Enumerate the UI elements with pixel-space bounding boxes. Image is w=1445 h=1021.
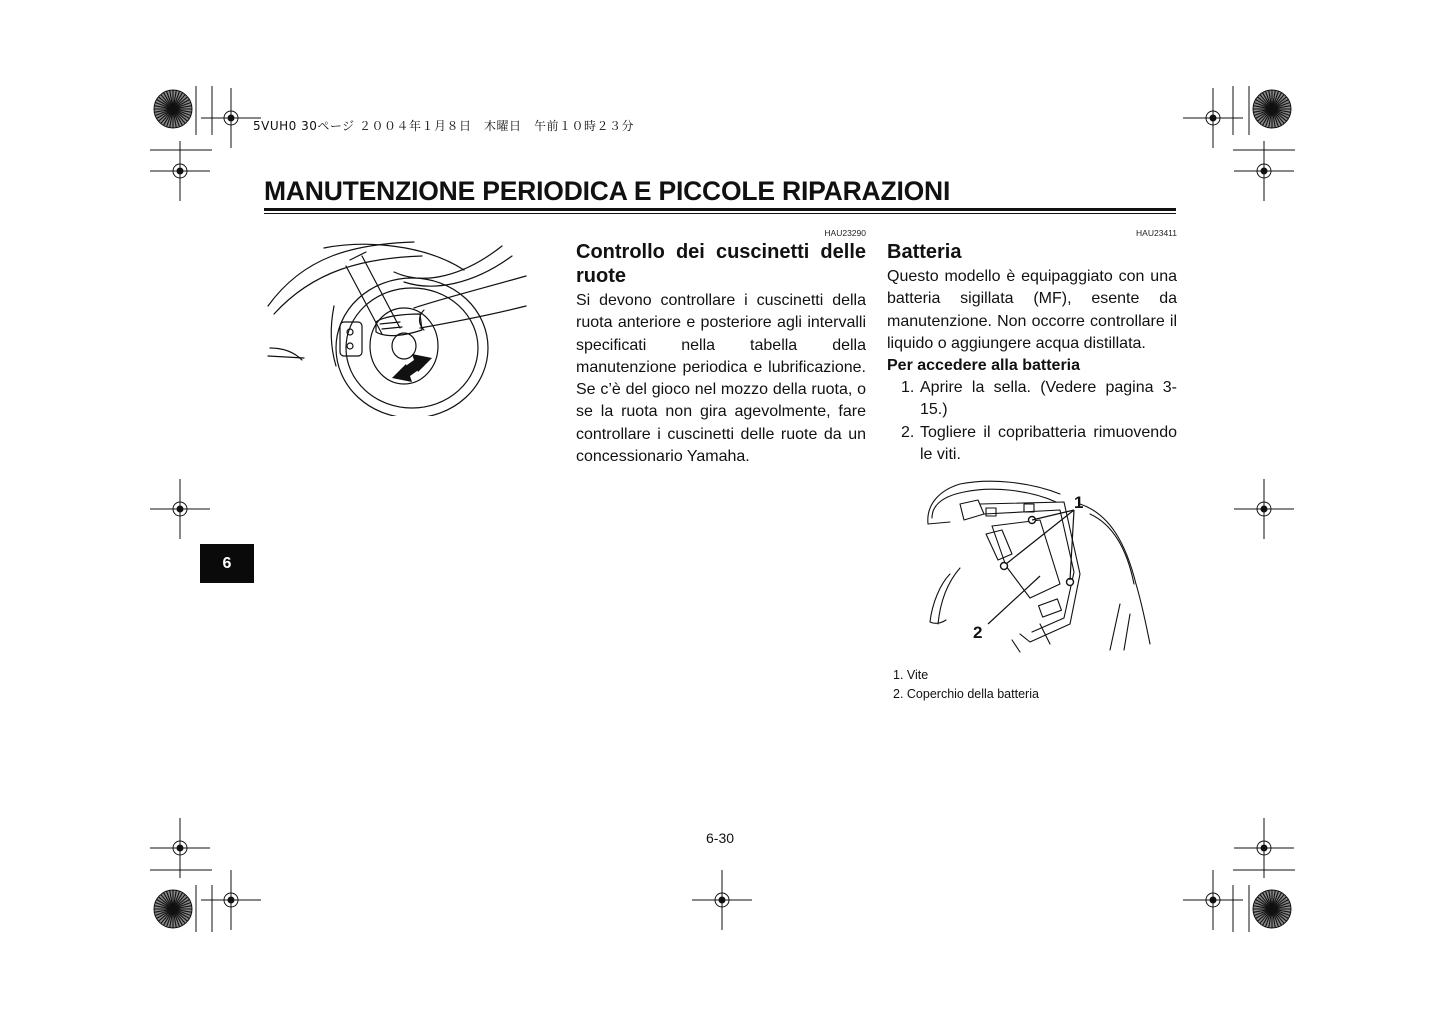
battery-subheading: Per accedere alla batteria (887, 357, 1081, 375)
bearings-section (576, 228, 866, 468)
title-rule-thick (264, 208, 1176, 211)
list-item: 2. Togliere il copribatteria rimuovendo le viti. (901, 423, 1177, 464)
callout-1: 1 (1074, 493, 1084, 512)
chapter-tab: 6 (200, 544, 254, 583)
figure-captions (893, 666, 1039, 704)
wheel-bearing-illustration (264, 236, 530, 416)
section-code: HAU23411 (1136, 228, 1177, 238)
list-item: 1. Aprire la sella. (Vedere pagina 3-15.) (901, 379, 1177, 419)
caption-2: 2. Coperchio della batteria (893, 687, 1039, 701)
battery-section (887, 228, 1177, 466)
section-code: HAU23290 (824, 228, 866, 238)
bearings-heading: Controllo dei cuscinetti delle ruote (576, 241, 866, 287)
bearings-body: Si devono controllare i cuscinetti della ruota anteriore e posteriore agli intervalli specificati nella tabella della manutenzione periodica e lubrificazione. Se c’è del gioco nel mozzo della ruota, o se la ruota non gira agevolmente, fare controllare i cuscinetti delle ruote da un concessionario Yamaha. (576, 292, 866, 466)
battery-body: Questo modello è equipaggiato con una batteria sigillata (MF), esente da manutenzione. Non occorre controllare il liquido o aggiungere acqua distillata. (887, 268, 1177, 352)
battery-heading: Batteria (887, 241, 962, 263)
page-number: 6-30 (706, 830, 735, 846)
battery-steps (887, 377, 1177, 466)
chapter-title: MANUTENZIONE PERIODICA E PICCOLE RIPARAZIONI (264, 176, 951, 206)
title-rule-thin (264, 213, 1176, 214)
print-header: 5VUH0 30ページ ２００４年１月８日 木曜日 午前１０時２３分 (253, 119, 634, 133)
battery-compartment-illustration (920, 474, 1156, 654)
callout-2: 2 (973, 623, 983, 642)
caption-1: 1. Vite (893, 668, 929, 682)
